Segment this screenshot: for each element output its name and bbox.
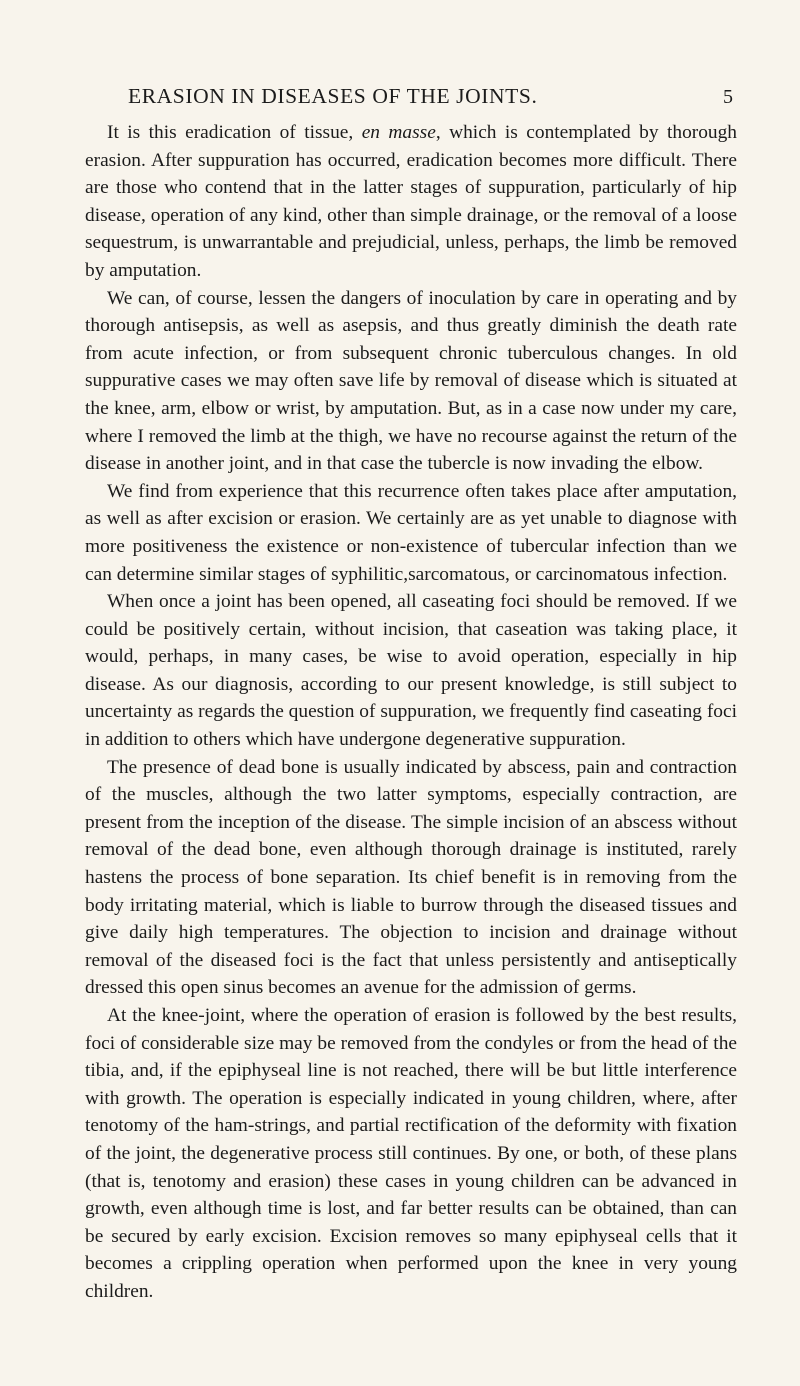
paragraph: We find from experience that this recurrence often takes place after amputation, as well as after excision or erasion. We certainly are as yet unable to diagnose with more positiveness the existence or non-existence of tubercular infection than we can determine similar stages of syphilitic,sarcomatous, or carcinomatous infection. [85, 480, 737, 585]
page-number: 5 [723, 86, 733, 108]
running-title: ERASION IN DISEASES OF THE JOINTS. [128, 84, 538, 108]
paragraph: The presence of dead bone is usually indicated by abscess, pain and contraction of the muscles, although the two latter symptoms, especially contraction, are present from the inception of the disease. The simple incision of an abscess without removal of the dead bone, even although thorough drainage is instituted, rarely hastens the process of bone separation. Its chief benefit is in removing from the body irritating material, which is liable to burrow through the diseased tissues and give daily high temperatures. The objection to incision and drainage without removal of the diseased foci is the fact that unless persistently and antiseptically dressed this open sinus becomes an avenue for the admission of germs. [85, 756, 737, 999]
body-text [85, 119, 737, 1306]
paragraph: When once a joint has been opened, all caseating foci should be removed. If we could be positively certain, without incision, that caseation was taking place, it would, perhaps, in many cases, be wise to avoid operation, especially in hip disease. As our diagnosis, according to our present knowledge, is still subject to uncertainty as regards the question of suppuration, we frequently find caseating foci in addition to others which have undergone degenerative suppuration. [85, 591, 737, 751]
paragraph [85, 119, 737, 285]
paragraph: We can, of course, lessen the dangers of inoculation by care in operating and by thorough antisepsis, as well as asepsis, and thus greatly diminish the death rate from acute infection, or from subsequent chronic tuberculous changes. In old suppurative cases we may often save life by removal of disease which is situated at the knee, arm, elbow or wrist, by amputation. But, as in a case now under my care, where I removed the limb at the thigh, we have no recourse against the return of the disease in another joint, and in that case the tubercle is now invading the elbow. [85, 287, 737, 475]
paragraph: At the knee-joint, where the operation of erasion is followed by the best results, foci of considerable size may be removed from the condyles or from the head of the tibia, and, if the epiphyseal line is not reached, there will be but little interference with growth. The operation is especially indicated in young children, where, after tenotomy of the ham-strings, and partial rectification of the deformity with fixation of the joint, the degenerative process still continues. By one, or both, of these plans (that is, tenotomy and erasion) these cases in young children can be advanced in growth, even although time is lost, and far better results can be obtained, than can be secured by early excision. Excision removes so many epiphyseal cells that it becomes a crippling operation when performed upon the knee in very young children. [85, 1005, 737, 1302]
paragraph-text: , which is contemplated by thorough erasion. After suppuration has occurred, eradication becomes more difficult. There are those who contend that in the latter stages of suppuration, particularly of hip disease, operation of any kind, other than simple drainage, or the removal of a loose sequestrum, is unwarrantable and prejudicial, unless, perhaps, the limb be removed by amputation. [85, 122, 738, 281]
italic-phrase: en masse [361, 122, 436, 143]
paragraph-text: It is this eradication of tissue, [107, 122, 362, 143]
running-head [128, 84, 733, 112]
